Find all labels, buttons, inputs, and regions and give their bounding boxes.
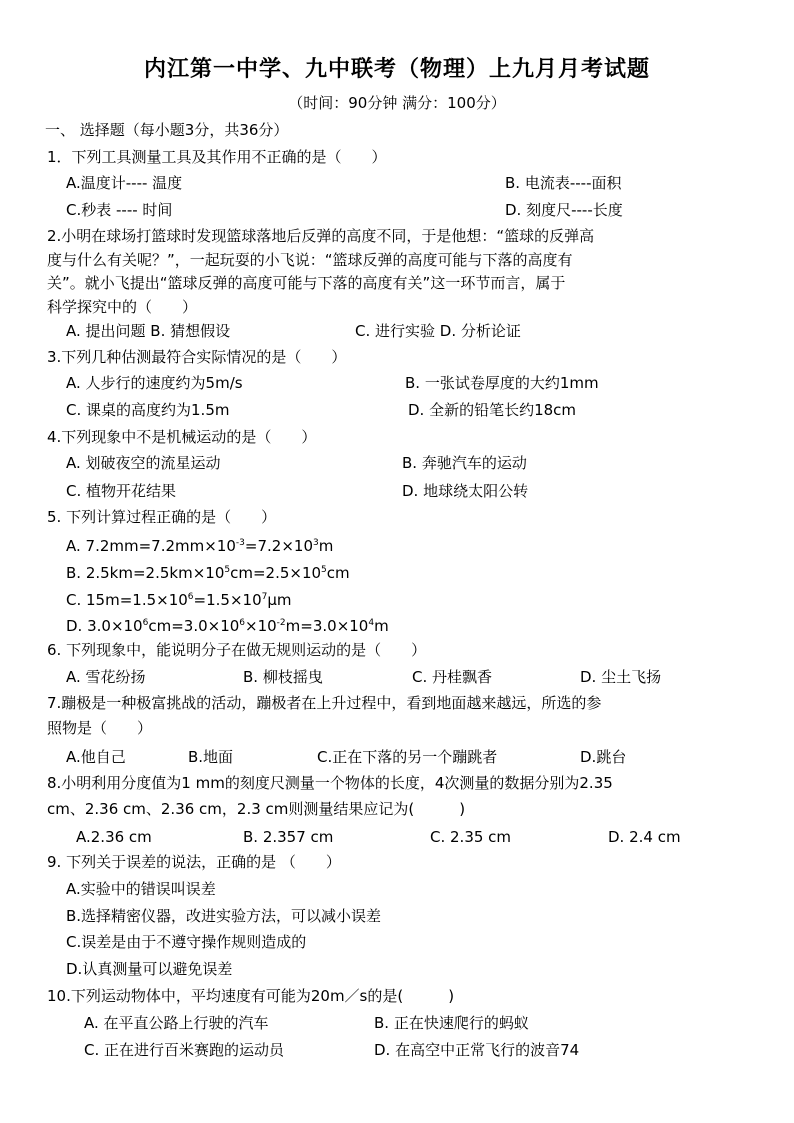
question-2-stem-line-2: 度与什么有关呢？”，一起玩耍的小飞说：“篮球反弹的高度可能与下落的高度有 (47, 251, 573, 269)
question-7-stem-line-1: 7.蹦极是一种极富挑战的活动，蹦极者在上升过程中，看到地面越来越远，所选的参 (47, 694, 602, 712)
q10-option-d: D. 在高空中正常飞行的波音74 (374, 1041, 580, 1059)
q9-option-d: D.认真测量可以避免误差 (66, 960, 233, 978)
question-1-stem: 1．下列工具测量工具及其作用不正确的是（ ） (47, 148, 387, 166)
q3-option-a: A. 人步行的速度约为5m/s (66, 374, 243, 392)
q7-option-d: D.跳台 (580, 748, 627, 766)
page-title: 内江第一中学、九中联考（物理）上九月月考试题 (143, 57, 650, 82)
q10-option-c: C. 正在进行百米赛跑的运动员 (84, 1041, 285, 1059)
question-6-stem: 6. 下列现象中，能说明分子在做无规则运动的是（ ） (47, 641, 427, 659)
exam-info: （时间：90分钟 满分：100分） (288, 94, 506, 112)
question-7-stem-line-2: 照物是（ ） (47, 719, 153, 737)
q2-options-ab: A. 提出问题 B. 猜想假设 (66, 322, 231, 340)
q5-option-d: D. $3.0\times 10^6cm=3.0\times 10^6\times 10^{-2}m=3.0\times 10^4m$ (66, 617, 389, 635)
q9-option-a: A.实验中的错误叫误差 (66, 880, 216, 898)
q4-option-a: A. 划破夜空的流星运动 (66, 454, 221, 472)
question-10-stem: 10.下列运动物体中，平均速度有可能为20m／s的是( ) (47, 987, 455, 1005)
question-2-stem-line-1: 2.小明在球场打篮球时发现篮球落地后反弹的高度不同，于是他想：“篮球的反弹高 (47, 227, 595, 245)
q3-option-d: D. 全新的铅笔长约18cm (408, 401, 577, 419)
question-5-stem: 5. 下列计算过程正确的是（ ） (47, 508, 277, 526)
question-9-stem: 9. 下列关于误差的说法，正确的是 （ ） (47, 853, 341, 871)
question-8-stem-line-1: 8.小明利用分度值为1 mm的刻度尺测量一个物体的长度，4次测量的数据分别为2.35 (47, 774, 613, 792)
q5-option-a: A. $7.2mm=7.2mm\times 10^{-3}=7.2\times 10^3m$ (66, 537, 334, 555)
question-8-stem-line-2: cm、2.36 cm、2.36 cm，2.3 cm则测量结果应记为( ) (47, 800, 466, 818)
q4-option-d: D. 地球绕太阳公转 (402, 482, 529, 500)
q8-option-d: D. 2.4 cm (608, 828, 681, 846)
q3-option-b: B. 一张试卷厚度的大约1mm (405, 374, 599, 392)
q1-option-c: C.秒表 ---- 时间 (66, 201, 173, 219)
question-4-stem: 4.下列现象中不是机械运动的是（ ） (47, 428, 317, 446)
q7-option-b: B.地面 (188, 748, 234, 766)
q6-option-c: C. 丹桂飘香 (412, 668, 493, 686)
q8-option-a: A.2.36 cm (76, 828, 152, 846)
q2-options-cd: C. 进行实验 D. 分析论证 (355, 322, 521, 340)
q1-option-d: D. 刻度尺----长度 (505, 201, 623, 219)
q10-option-b: B. 正在快速爬行的蚂蚁 (374, 1014, 529, 1032)
section-heading: 一、 选择题（每小题3分，共36分） (45, 121, 289, 139)
q5-option-c: C. $15m=1.5\times 10^6=1.5\times 10^7\mu m$ (66, 591, 292, 609)
q6-option-d: D. 尘土飞扬 (580, 668, 662, 686)
question-2-stem-line-3: 关”。就小飞提出“篮球反弹的高度可能与下落的高度有关”这一环节而言，属于 (47, 274, 566, 292)
q5-option-b: B. $2.5km=2.5km\times 10^5cm=2.5\times 10^5cm$ (66, 564, 350, 582)
q9-option-b: B.选择精密仪器，改进实验方法，可以减小误差 (66, 907, 382, 925)
q6-option-a: A. 雪花纷扬 (66, 668, 146, 686)
q8-option-b: B. 2.357 cm (243, 828, 334, 846)
q9-option-c: C.误差是由于不遵守操作规则造成的 (66, 933, 307, 951)
question-2-stem-line-4: 科学探究中的（ ） (47, 298, 198, 316)
q3-option-c: C. 课桌的高度约为1.5m (66, 401, 230, 419)
q8-option-c: C. 2.35 cm (430, 828, 512, 846)
question-3-stem: 3.下列几种估测最符合实际情况的是（ ） (47, 348, 347, 366)
q1-option-a: A.温度计---- 温度 (66, 174, 183, 192)
q1-option-b: B. 电流表----面积 (505, 174, 622, 192)
q7-option-c: C.正在下落的另一个蹦跳者 (317, 748, 498, 766)
q10-option-a: A. 在平直公路上行驶的汽车 (84, 1014, 269, 1032)
q6-option-b: B. 柳枝摇曳 (243, 668, 323, 686)
q7-option-a: A.他自己 (66, 748, 126, 766)
q4-option-b: B. 奔驰汽车的运动 (402, 454, 527, 472)
q4-option-c: C. 植物开花结果 (66, 482, 177, 500)
